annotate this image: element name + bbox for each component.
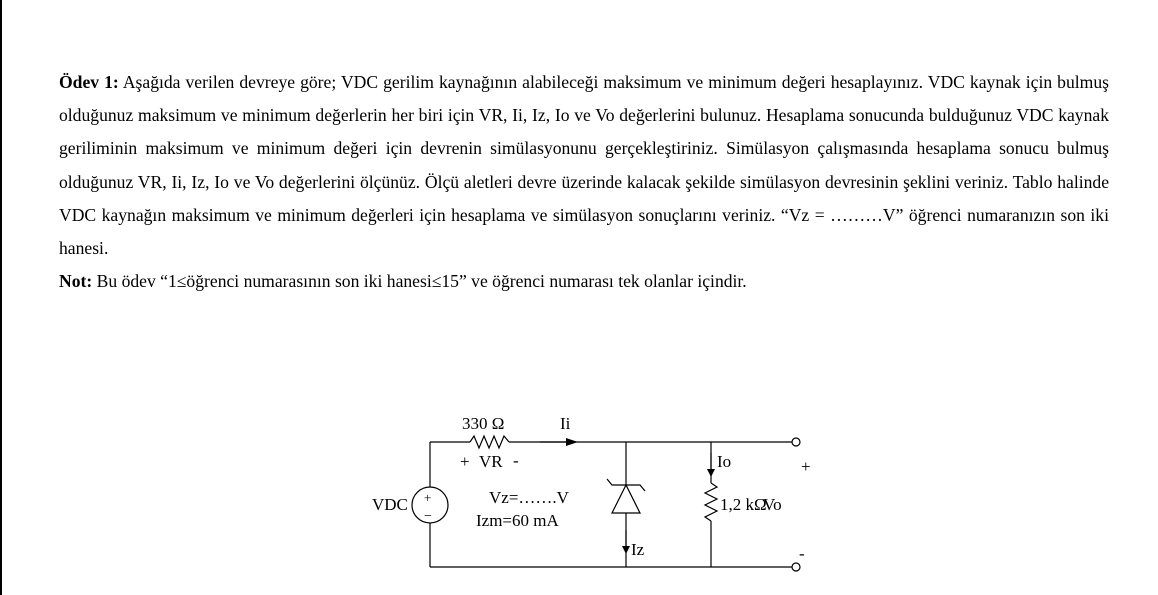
output-terminal-top: [792, 438, 800, 446]
current-ii-arrow-icon: [566, 438, 578, 446]
assignment-title: Ödev 1:: [59, 72, 119, 92]
zener-max-current-label: Izm=60 mA: [476, 511, 559, 530]
series-resistor-label: 330 Ω: [462, 414, 505, 433]
source-minus-sign: −: [424, 509, 432, 524]
assignment-paragraph: [59, 66, 1109, 265]
current-iz-arrow-icon: [622, 546, 630, 554]
vr-plus-sign: +: [460, 452, 470, 471]
assignment-text: [59, 66, 1109, 298]
zener-diode-symbol: [612, 485, 640, 513]
output-voltage-label: Vo: [763, 495, 782, 514]
note-paragraph: [59, 265, 1109, 298]
vr-minus-sign: -: [513, 451, 519, 470]
current-io-arrow-icon: [707, 469, 715, 477]
zener-voltage-label: Vz=…….V: [489, 488, 569, 507]
vr-label: VR: [479, 452, 503, 471]
output-plus-sign: +: [801, 457, 811, 476]
zener-circuit-diagram: [290, 405, 830, 580]
output-terminal-bottom: [792, 563, 800, 571]
load-resistor-symbol: [705, 483, 717, 521]
output-current-label: Io: [717, 452, 732, 471]
zener-current-label: Iz: [631, 540, 645, 559]
output-minus-sign: -: [799, 544, 805, 563]
load-resistor-label: 1,2 kΩ: [720, 495, 767, 514]
note-text: Bu ödev “1≤öğrenci numarasının son iki hanesi≤15” ve öğrenci numarası tek olanlar içindir.: [96, 271, 747, 292]
note-label: Not:: [59, 271, 93, 292]
series-resistor-symbol: [470, 436, 509, 448]
page-left-border: [0, 0, 2, 595]
source-label: VDC: [372, 495, 408, 514]
assignment-body: Aşağıda verilen devreye göre; VDC gerilim kaynağının alabileceği maksimum ve minimum değeri hesaplayınız. VDC kaynak için bulmuş olduğunuz maksimum ve minimum değerlerin her biri için VR, Ii, Iz, Io ve Vo değerlerini bulunuz. Hesaplama sonucunda bulduğunuz VDC kaynak geriliminin maksimum ve minimum değeri için devrenin simülasyonunu gerçekleştiriniz. Simülasyon çalışmasında hesaplama sonucu bulmuş olduğunuz VR, Ii, Iz, Io ve Vo değerlerini ölçünüz. Ölçü aletleri devre üzerinde kalacak şekilde simülasyon devresinin şeklini veriniz. Tablo halinde VDC kaynağın maksimum ve minimum değerleri için hesaplama ve simülasyon sonuçlarını veriniz. “Vz = ………V” öğrenci numaranızın son iki hanesi.: [59, 72, 1109, 259]
current-ii-label: Ii: [560, 414, 571, 433]
source-plus-sign: +: [424, 490, 432, 505]
